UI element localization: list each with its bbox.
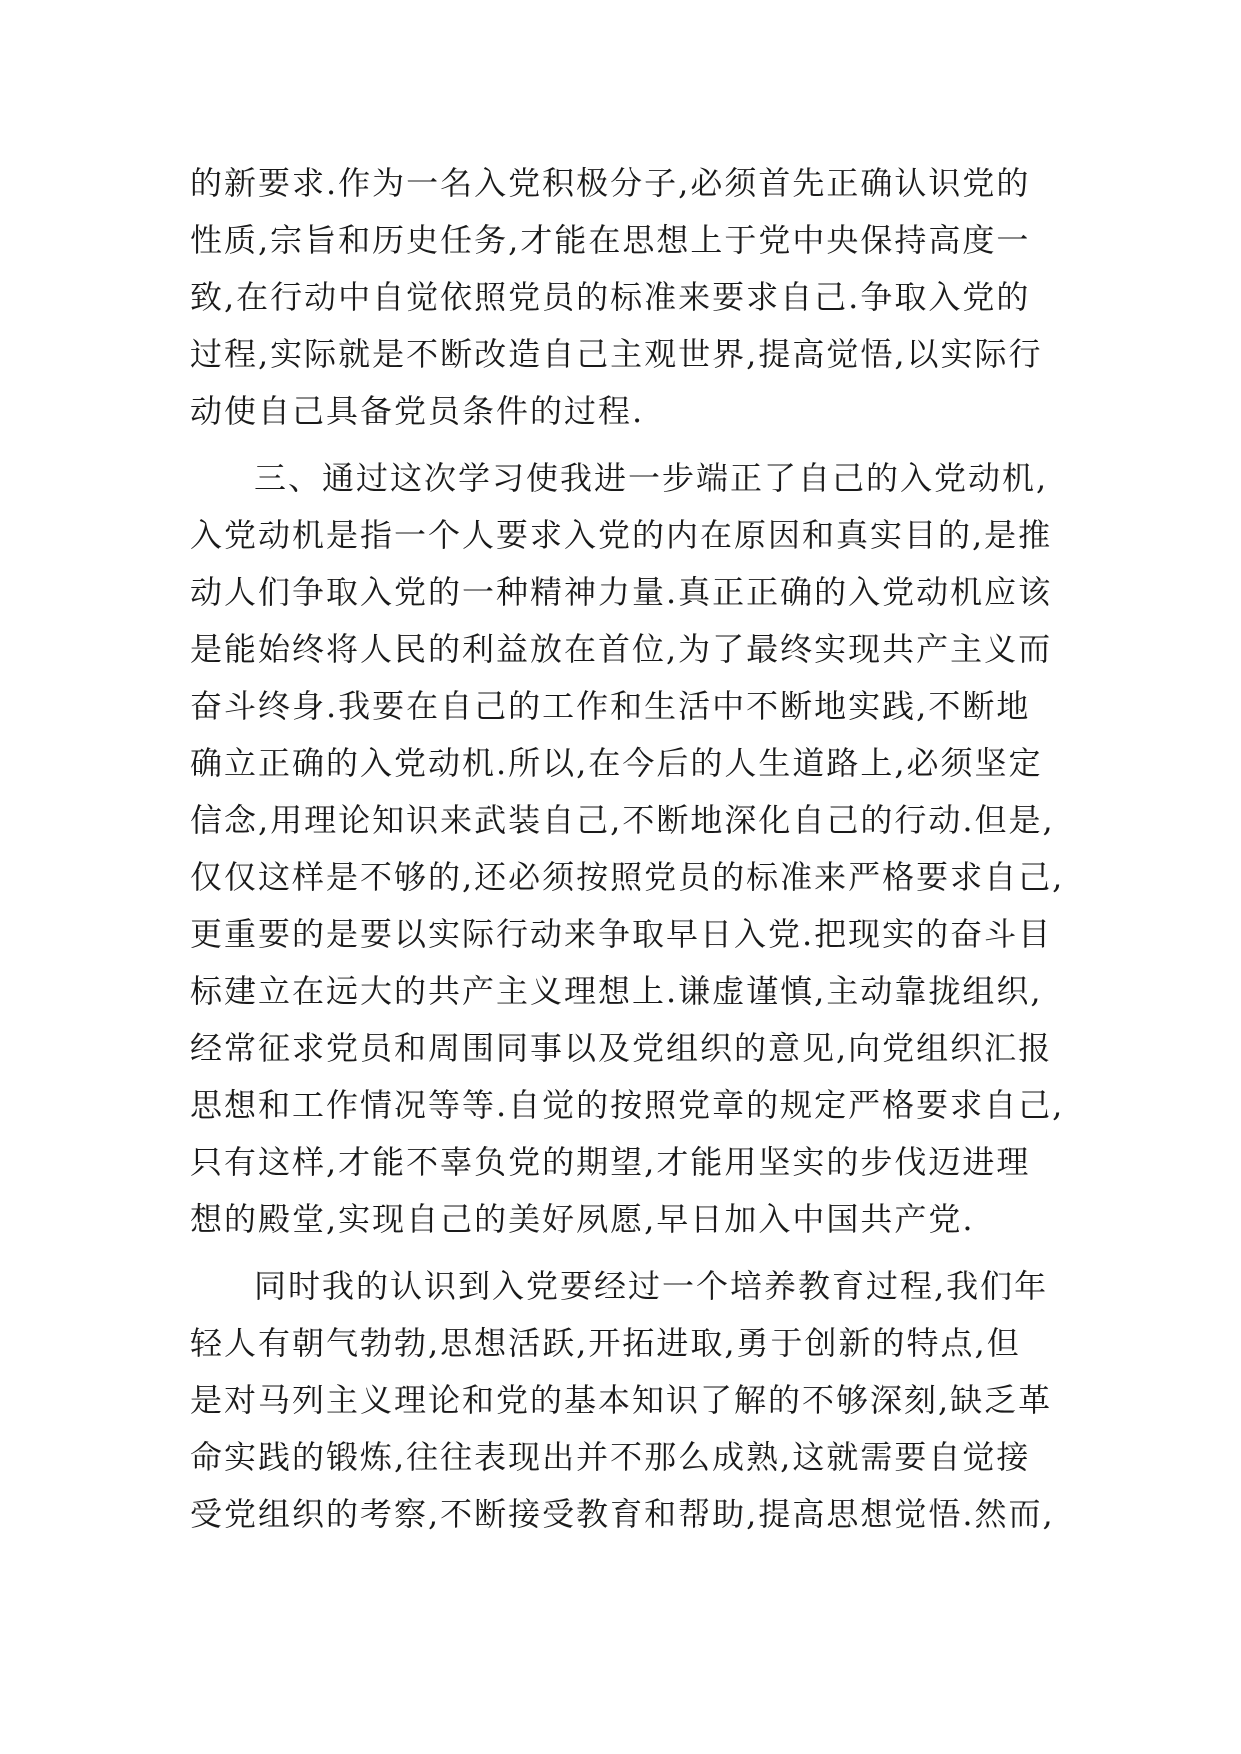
text-line: 同时我的认识到入党要经过一个培养教育过程,我们年 bbox=[254, 1267, 1049, 1305]
text-line: 命实践的锻炼,往往表现出并不那么成熟,这就需要自觉接 bbox=[190, 1438, 1031, 1476]
text-line: 更重要的是要以实际行动来争取早日入党.把现实的奋斗目 bbox=[190, 915, 1053, 953]
text-line: 的新要求.作为一名入党积极分子,必须首先正确认识党的 bbox=[190, 164, 1031, 202]
text-line: 过程,实际就是不断改造自己主观世界,提高觉悟,以实际行 bbox=[190, 335, 1043, 373]
paragraph-2 bbox=[190, 450, 1070, 1248]
text-line: 三、通过这次学习使我进一步端正了自己的入党动机, bbox=[254, 459, 1049, 497]
text-line: 信念,用理论知识来武装自己,不断地深化自己的行动.但是, bbox=[190, 801, 1055, 839]
text-line: 经常征求党员和周围同事以及党组织的意见,向党组织汇报 bbox=[190, 1029, 1053, 1067]
text-line: 受党组织的考察,不断接受教育和帮助,提高思想觉悟.然而, bbox=[190, 1495, 1055, 1533]
text-line: 是对马列主义理论和党的基本知识了解的不够深刻,缺乏革 bbox=[190, 1381, 1053, 1419]
text-line: 入党动机是指一个人要求入党的内在原因和真实目的,是推 bbox=[190, 516, 1053, 554]
text-line: 性质,宗旨和历史任务,才能在思想上于党中央保持高度一 bbox=[190, 221, 1031, 259]
text-line: 思想和工作情况等等.自觉的按照党章的规定严格要求自己, bbox=[190, 1086, 1065, 1124]
text-line: 仅仅这样是不够的,还必须按照党员的标准来严格要求自己, bbox=[190, 858, 1065, 896]
text-line: 标建立在远大的共产主义理想上.谦虚谨慎,主动靠拢组织, bbox=[190, 972, 1043, 1010]
text-line: 是能始终将人民的利益放在首位,为了最终实现共产主义而 bbox=[190, 630, 1053, 668]
text-line: 奋斗终身.我要在自己的工作和生活中不断地实践,不断地 bbox=[190, 687, 1031, 725]
body-text bbox=[190, 155, 1070, 1543]
text-line: 只有这样,才能不辜负党的期望,才能用坚实的步伐迈进理 bbox=[190, 1143, 1031, 1181]
text-line: 致,在行动中自觉依照党员的标准来要求自己.争取入党的 bbox=[190, 278, 1031, 316]
text-line: 确立正确的入党动机.所以,在今后的人生道路上,必须坚定 bbox=[190, 744, 1043, 782]
text-line: 想的殿堂,实现自己的美好夙愿,早日加入中国共产党. bbox=[190, 1200, 975, 1238]
paragraph-3 bbox=[190, 1258, 1070, 1543]
text-line: 动人们争取入党的一种精神力量.真正正确的入党动机应该 bbox=[190, 573, 1053, 611]
text-line: 轻人有朝气勃勃,思想活跃,开拓进取,勇于创新的特点,但 bbox=[190, 1324, 1021, 1362]
text-line: 动使自己具备党员条件的过程. bbox=[190, 392, 645, 430]
paragraph-1 bbox=[190, 155, 1070, 440]
